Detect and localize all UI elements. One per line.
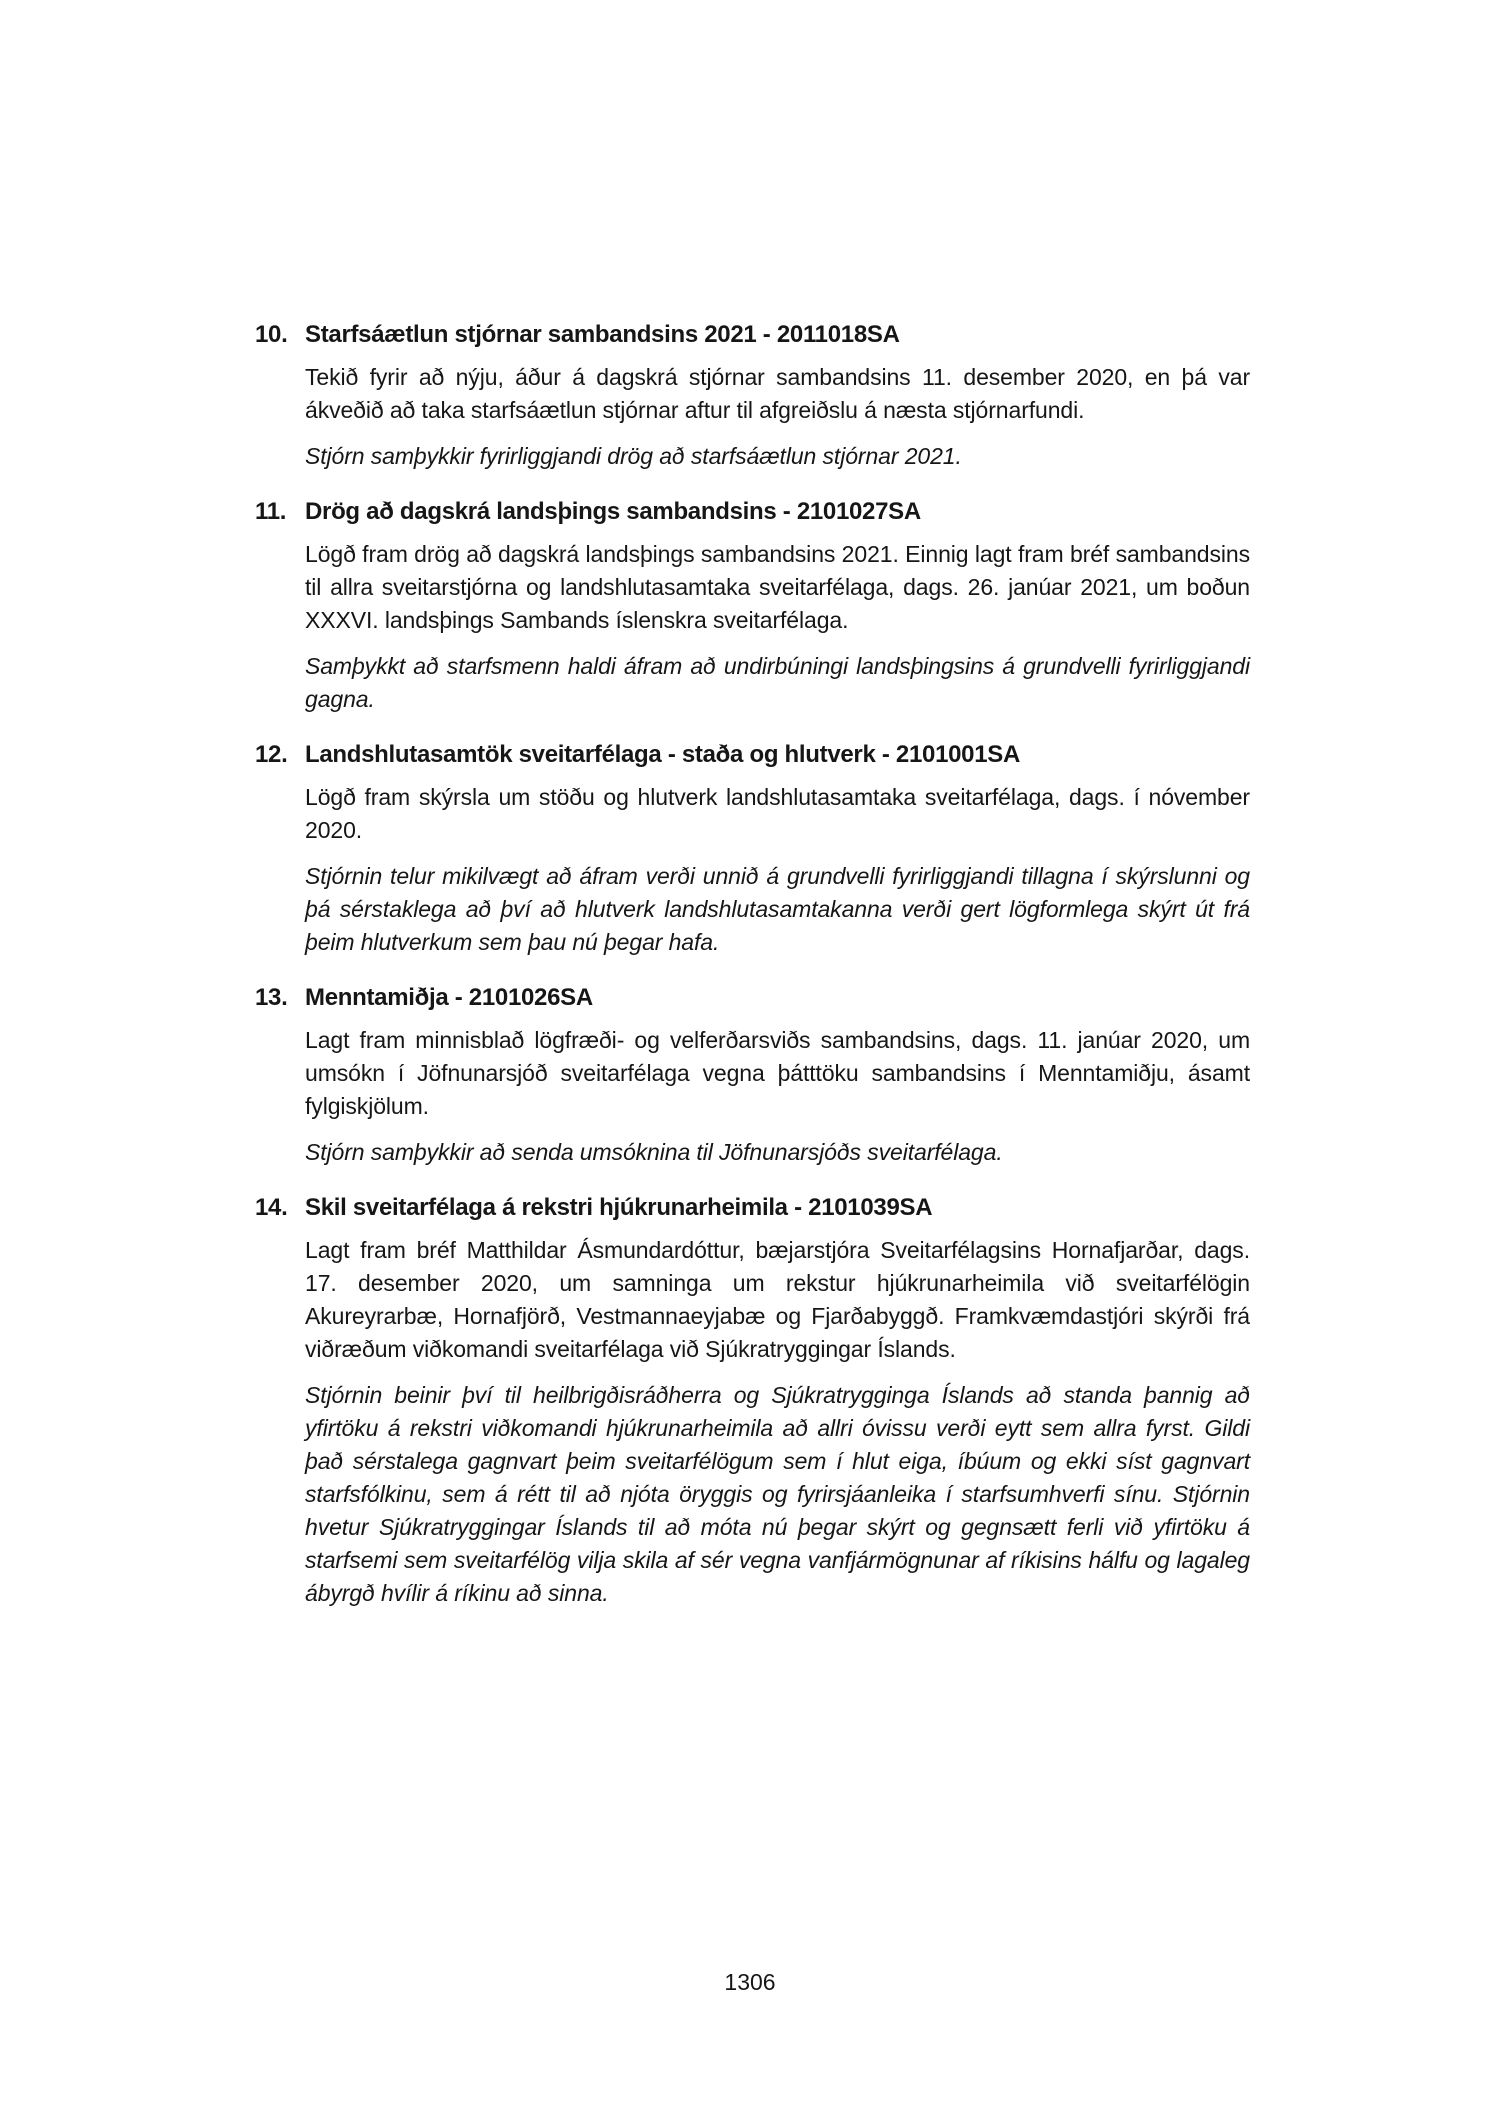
agenda-item-body [305, 361, 1250, 473]
agenda-item-heading [255, 981, 1250, 1014]
page-number: 1306 [724, 1969, 776, 1995]
agenda-item-title: Drög að dagskrá landsþings sambandsins - 2101027SA [305, 498, 921, 525]
decision-paragraph: Stjórnin beinir því til heilbrigðisráðherra og Sjúkratrygginga Íslands að standa þannig að yfirtöku á rekstri viðkomandi hjúkrunarheimila að allri óvissu verði eytt sem allra fyrst. Gildi það sérstalega gagnvart þeim sveitarfélögum sem í hlut eiga, íbúum og ekki síst gagnvart starfsfólkinu, sem á rétt til að njóta öryggis og fyrirsjáanleika í starfsumhverfi sínu. Stjórnin hvetur Sjúkratryggingar Íslands til að móta nú þegar skýrt og gegnsætt ferli við yfirtöku á starfsemi sem sveitarfélög vilja skila af sér vegna vanfjármögnunar af ríkisins hálfu og lagaleg ábyrgð hvílir á ríkinu að sinna. [305, 1382, 1250, 1606]
agenda-item-number: 12. [255, 741, 288, 768]
agenda-item [255, 738, 1250, 959]
agenda-item-body [305, 538, 1250, 716]
agenda-item-body [305, 781, 1250, 959]
agenda-item-heading [255, 495, 1250, 528]
decision-paragraph: Stjórn samþykkir fyrirliggjandi drög að starfsáætlun stjórnar 2021. [305, 443, 962, 469]
item-paragraph: Lagt fram minnisblað lögfræði- og velferðarsviðs sambandsins, dags. 11. janúar 2020, um umsókn í Jöfnunarsjóð sveitarfélaga vegna þátttöku sambandsins í Menntamiðju, ásamt fylgiskjölum. [305, 1027, 1250, 1119]
agenda-item-number: 13. [255, 984, 288, 1011]
item-paragraph: Lögð fram skýrsla um stöðu og hlutverk landshlutasamtaka sveitarfélaga, dags. í nóvember 2020. [305, 784, 1250, 843]
agenda-item-heading [255, 738, 1250, 771]
decision-paragraph: Stjórnin telur mikilvægt að áfram verði unnið á grundvelli fyrirliggjandi tillagna í skýrslunni og þá sérstaklega að því að hlutverk landshlutasamtakanna verði gert lögformlega skýrt út frá þeim hlutverkum sem þau nú þegar hafa. [305, 863, 1250, 955]
agenda-item [255, 495, 1250, 716]
agenda-item-title: Landshlutasamtök sveitarfélaga - staða og hlutverk - 2101001SA [305, 741, 1021, 768]
agenda-item-heading [255, 318, 1250, 351]
agenda-item-number: 10. [255, 321, 288, 348]
decision-paragraph: Stjórn samþykkir að senda umsóknina til Jöfnunarsjóðs sveitarfélaga. [305, 1139, 1003, 1165]
item-paragraph: Lögð fram drög að dagskrá landsþings sambandsins 2021. Einnig lagt fram bréf sambandsins til allra sveitarstjórna og landshlutasamtaka sveitarfélaga, dags. 26. janúar 2021, um boðun XXXVI. landsþings Sambands íslenskra sveitarfélaga. [305, 541, 1250, 633]
agenda-item-title: Starfsáætlun stjórnar sambandsins 2021 - 2011018SA [305, 321, 900, 348]
agenda-item-number: 11. [255, 498, 287, 525]
item-paragraph: Lagt fram bréf Matthildar Ásmundardóttur, bæjarstjóra Sveitarfélagsins Hornafjarðar, dags. 17. desember 2020, um samninga um rekstur hjúkrunarheimila við sveitarfélögin Akureyrarbæ, Hornafjörð, Vestmannaeyjabæ og Fjarðabyggð. Framkvæmdastjóri skýrði frá viðræðum viðkomandi sveitarfélaga við Sjúkratryggingar Íslands. [305, 1237, 1250, 1362]
item-paragraph: Tekið fyrir að nýju, áður á dagskrá stjórnar sambandsins 11. desember 2020, en þá var ákveðið að taka starfsáætlun stjórnar aftur til afgreiðslu á næsta stjórnarfundi. [305, 364, 1250, 423]
agenda-item [255, 318, 1250, 473]
agenda-item [255, 1191, 1250, 1610]
agenda-item-title: Skil sveitarfélaga á rekstri hjúkrunarheimila - 2101039SA [305, 1194, 933, 1221]
agenda-item-title: Menntamiðja - 2101026SA [305, 984, 593, 1011]
agenda-item [255, 981, 1250, 1169]
decision-paragraph: Samþykkt að starfsmenn haldi áfram að undirbúningi landsþingsins á grundvelli fyrirliggjandi gagna. [305, 653, 1250, 712]
agenda-item-body [305, 1024, 1250, 1169]
agenda-item-heading [255, 1191, 1250, 1224]
agenda-items-list [255, 318, 1250, 1610]
agenda-item-number: 14. [255, 1194, 288, 1221]
agenda-item-body [305, 1234, 1250, 1610]
